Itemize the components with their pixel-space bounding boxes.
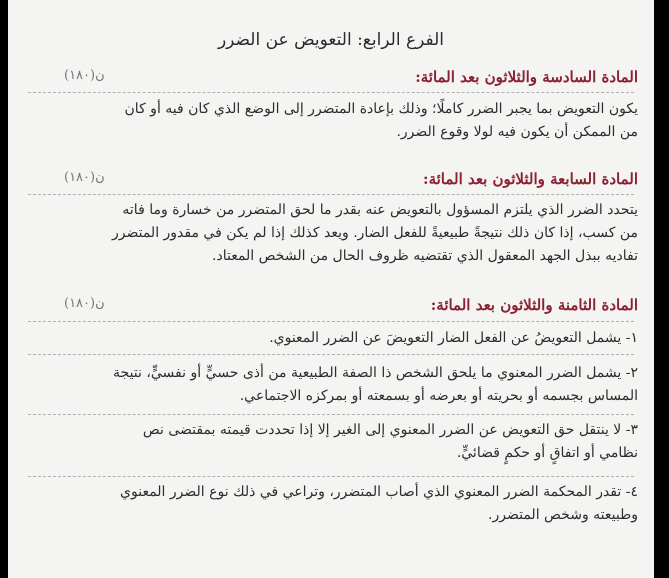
article-137-footnote-ref: ن(١٨٠): [64, 170, 105, 185]
article-137-line-3: تفاديه ببذل الجهد المعقول الذي تقتضيه ظروف الحال من الشخص المعتاد.: [212, 248, 638, 264]
article-136-line-1: يكون التعويض بما يجبر الضرر كاملًا؛ وذلك بإعادة المتضرر إلى الوضع الذي كان فيه أو كان: [124, 101, 638, 117]
article-136-text: [24, 98, 638, 144]
article-138-item-2-line-2: المساس بجسمه أو بحريته أو بعرضه أو بسمعته أو بمركزه الاجتماعي.: [239, 388, 638, 404]
article-137-divider: [28, 194, 634, 195]
article-138-title: المادة الثامنة والثلاثون بعد المائة:: [430, 296, 638, 314]
article-137-line-1: يتحدد الضرر الذي يلتزم المسؤول بالتعويض عنه بقدر ما لحق المتضرر من خسارة وما فاته: [122, 202, 638, 218]
article-138-item-3-line-1: ٣- لا ينتقل حق التعويض عن الضرر المعنوي إلى الغير إلا إذا تحددت قيمته بمقتضى نص: [142, 422, 638, 438]
article-138-item-4-line-2: وطبيعته وشخص المتضرر.: [488, 507, 638, 523]
article-136-footnote-ref: ن(١٨٠): [64, 68, 105, 83]
document-page: [8, 0, 654, 578]
article-138-item-1-line-1: ١- يشمل التعويضُ عن الفعل الضار التعويضَ عن الضرر المعنوي.: [269, 330, 638, 346]
article-136-line-2: من الممكن أن يكون فيه لولا وقوع الضرر.: [396, 124, 638, 140]
article-137-title: المادة السابعة والثلاثون بعد المائة:: [423, 170, 638, 188]
section-heading: الفرع الرابع: التعويض عن الضرر: [217, 30, 445, 50]
article-138-item-2: [24, 362, 638, 408]
article-138-footnote-ref: ن(١٨٠): [64, 296, 105, 311]
article-138-item-3-line-2: نظامي أو اتفاقٍ أو حكمٍ قضائيٍّ.: [456, 445, 638, 461]
article-137-text: [24, 199, 638, 268]
article-138-item-2-line-1: ٢- يشمل الضرر المعنوي ما يلحق الشخص ذا الصفة الطبيعية من أذى حسيٍّ أو نفسيٍّ، نتيجة: [113, 365, 638, 381]
article-138-item-4-line-1: ٤- تقدر المحكمة الضرر المعنوي الذي أصاب المتضرر، وتراعي في ذلك نوع الضرر المعنوي: [120, 484, 638, 500]
article-138-item-3: [24, 419, 638, 465]
article-136-divider: [28, 92, 634, 93]
article-137-line-2: من كسب، إذا كان ذلك نتيجةً طبيعيةً للفعل الضار. ويعد كذلك إذا لم يكن في مقدور المتضرر: [111, 225, 638, 241]
article-138-item-divider-2: [28, 414, 634, 415]
article-138-item-1: [24, 327, 638, 350]
article-138-divider: [28, 321, 634, 322]
article-138-item-divider-3: [28, 476, 634, 477]
article-138-item-4: [24, 481, 638, 527]
article-138-item-divider-1: [28, 354, 634, 355]
article-136-title: المادة السادسة والثلاثون بعد المائة:: [415, 68, 638, 86]
